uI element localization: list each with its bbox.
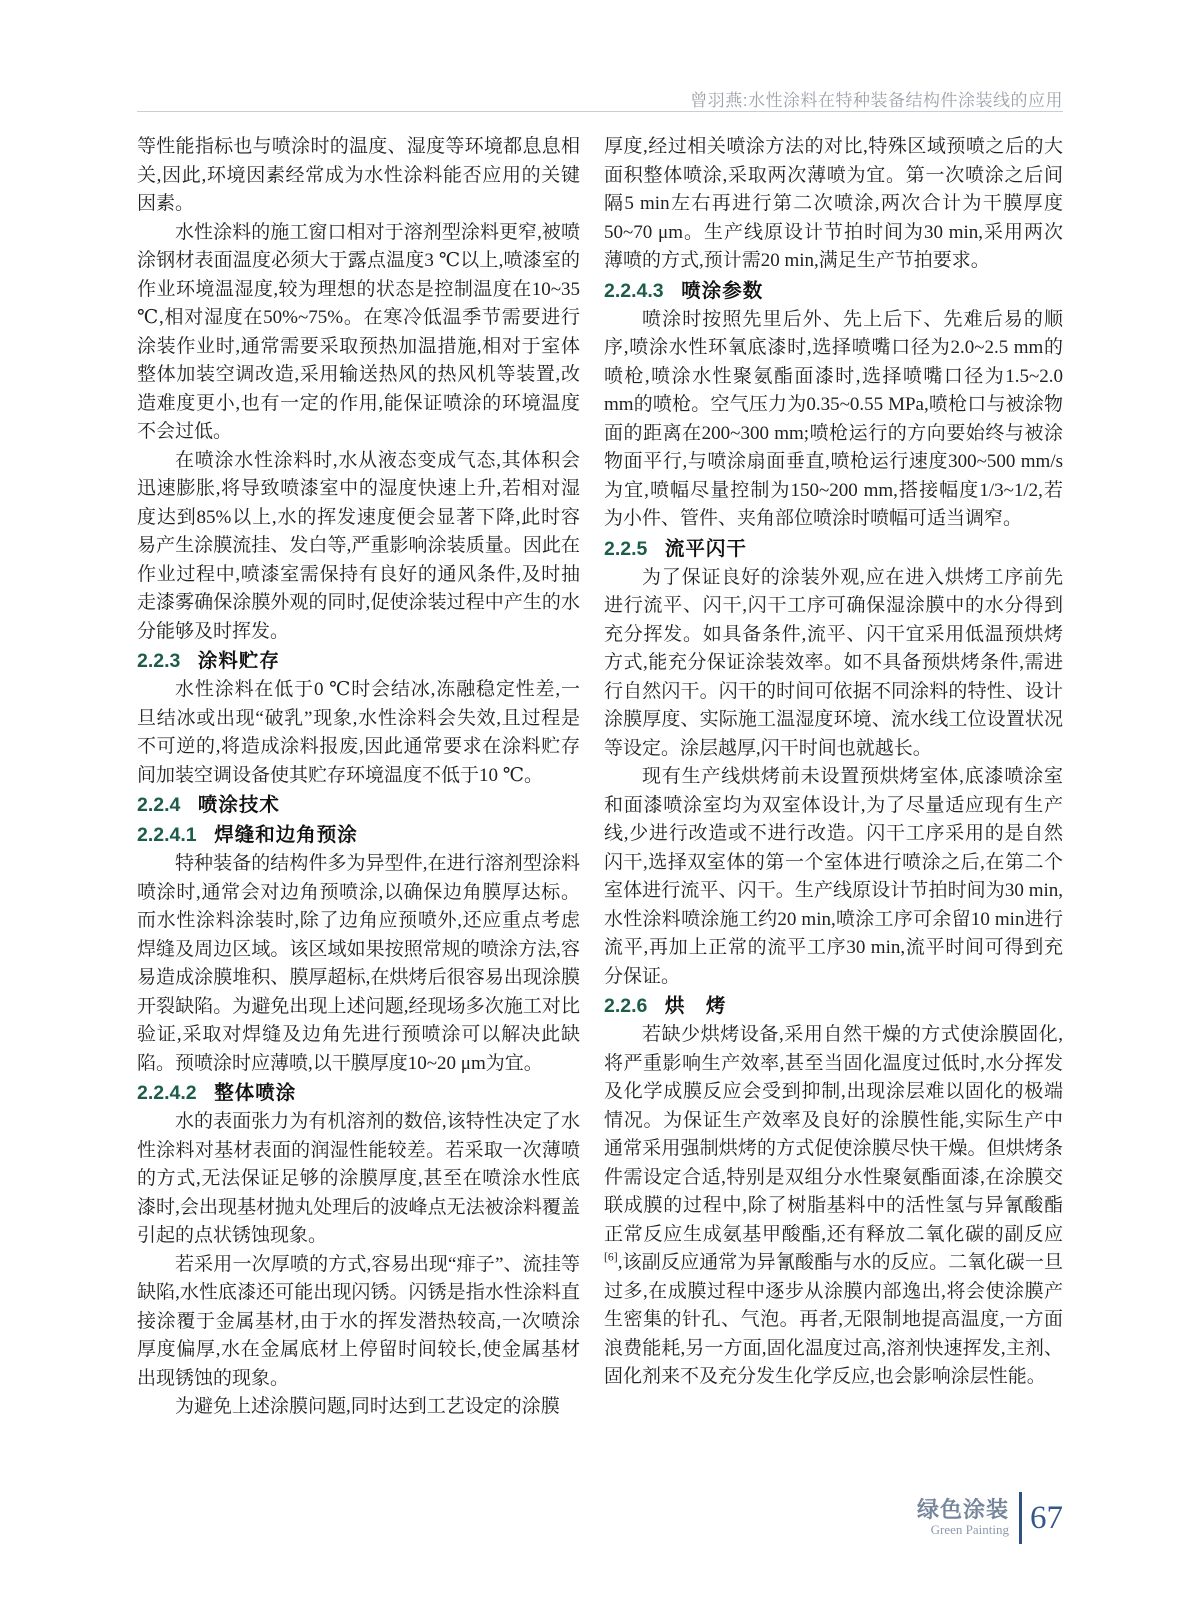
paragraph: 为了保证良好的涂装外观,应在进入烘烤工序前先进行流平、闪干,闪干工序可确保湿涂膜中的水分得到充分挥发。如具备条件,流平、闪干宜采用低温预烘烤方式,能充分保证涂装效率。如不具备预烘烤条件,需进行自然闪干。闪干的时间可依据不同涂料的特性、设计涂膜厚度、实际施工温湿度环境、流水线工位设置状况等设定。涂层越厚,闪干时间也就越长。 xyxy=(604,566,1063,759)
heading-title: 烘 烤 xyxy=(664,995,727,1017)
paragraph: 特种装备的结构件多为异型件,在进行溶剂型涂料喷涂时,通常会对边角预喷涂,以确保边角膜厚达标。而水性涂料涂装时,除了边角应预喷外,还应重点考虑焊缝及周边区域。该区域如果按照常规的喷涂方法,容易造成涂膜堆积、膜厚超标,在烘烤后很容易出现涂膜开裂缺陷。为避免出现上述问题,经现场多次施工对比验证,采取对焊缝及边角先进行预喷涂可以解决此缺陷。预喷涂时应薄喷,以干膜厚度10~20 μm为宜。 xyxy=(137,853,580,1074)
paragraph: 水的表面张力为有机溶剂的数倍,该特性决定了水性涂料对基材表面的润湿性能较差。若采取一次薄喷的方式,无法保证足够的涂膜厚度,甚至在喷涂水性底漆时,会出现基材抛丸处理后的波峰点无法被涂料覆盖引起的点状锈蚀现象。 xyxy=(137,1111,580,1246)
section-heading-2-2-4-2 xyxy=(137,1078,580,1108)
right-column xyxy=(604,133,1063,1422)
running-header xyxy=(690,86,1063,111)
heading-title: 整体喷涂 xyxy=(214,1082,297,1104)
paragraph-text: 若缺少烘烤设备,采用自然干燥的方式使涂膜固化,将严重影响生产效率,甚至当固化温度过低时,水分挥发及化学成膜反应会受到抑制,出现涂层难以固化的极端情况。为保证生产效率及良好的涂膜性能,实际生产中通常采用强制烘烤的方式促使涂膜尽快干燥。但烘烤条件需设定合适,特别是双组分水性聚氨酯面漆,在涂膜交联成膜的过程中,除了树脂基料中的活性氢与异氰酸酯正常反应生成氨基甲酸酯,还有释放二氧化碳的副反应 xyxy=(604,1024,1063,1245)
heading-number: 2.2.6 xyxy=(604,995,648,1017)
heading-title: 流平闪干 xyxy=(664,537,747,560)
heading-number: 2.2.5 xyxy=(604,537,648,560)
paragraph: 水性涂料的施工窗口相对于溶剂型涂料更窄,被喷涂钢材表面温度必须大于露点温度3 ℃以上,喷漆室的作业环境温湿度,较为理想的状态是控制温度在10~35 ℃,相对湿度在50%~75%。在寒冷低温季节需要进行涂装作业时,通常需要采取预热加温措施,相对于室体整体加装空调改造,采用输送热风的热风机等装置,改造难度更小,也有一定的作用,能保证喷涂的环境温度不会过低。 xyxy=(137,221,580,442)
heading-title: 涂料贮存 xyxy=(197,650,280,672)
citation-ref-6: [6] xyxy=(604,1250,618,1264)
heading-number: 2.2.4.1 xyxy=(137,824,197,846)
paragraph: 水性涂料在低于0 ℃时会结冰,冻融稳定性差,一旦结冰或出现“破乳”现象,水性涂料会失效,且过程是不可逆的,将造成涂料报废,因此通常要求在涂料贮存间加装空调设备使其贮存环境温度不低于10 ℃。 xyxy=(137,679,580,786)
running-title: 曾羽燕:水性涂料在特种装备结构件涂装线的应用 xyxy=(690,91,1063,110)
journal-name-cn: 绿色涂装 xyxy=(916,1497,1009,1522)
heading-title: 喷涂技术 xyxy=(197,794,280,816)
paragraph: 若采用一次厚喷的方式,容易出现“痱子”、流挂等缺陷,水性底漆还可能出现闪锈。闪锈是指水性涂料直接涂覆于金属基材,由于水的挥发潜热较高,一次喷涂厚度偏厚,水在金属底材上停留时间较长,使金属基材出现锈蚀的现象。 xyxy=(137,1253,580,1389)
section-heading-2-2-3 xyxy=(137,646,580,676)
heading-number: 2.2.4 xyxy=(137,794,181,816)
paragraph: 在喷涂水性涂料时,水从液态变成气态,其体积会迅速膨胀,将导致喷漆室中的湿度快速上升,若相对湿度达到85%以上,水的挥发速度便会显著下降,此时容易产生涂膜流挂、发白等,严重影响涂装质量。因此在作业过程中,喷漆室需保持有良好的通风条件,及时抽走漆雾确保涂膜外观的同时,促使涂装过程中产生的水分能够及时挥发。 xyxy=(137,449,580,642)
page-number: 67 xyxy=(1030,1500,1063,1536)
heading-title: 焊缝和边角预涂 xyxy=(214,824,358,846)
article-body xyxy=(137,133,1063,1422)
section-heading-2-2-6 xyxy=(604,991,1063,1021)
heading-number: 2.2.3 xyxy=(137,650,181,672)
heading-title: 喷涂参数 xyxy=(681,279,764,302)
section-heading-2-2-4-3 xyxy=(604,276,1063,306)
section-heading-2-2-4-1 xyxy=(137,820,580,850)
heading-number: 2.2.4.3 xyxy=(604,279,664,302)
paragraph: 厚度,经过相关喷涂方法的对比,特殊区域预喷之后的大面积整体喷涂,采取两次薄喷为宜。第一次喷涂之后间隔5 min左右再进行第二次喷涂,两次合计为干膜厚度50~70 μm。生产线原设计节拍时间为30 min,采用两次薄喷的方式,预计需20 min,满足生产节拍要求。 xyxy=(604,136,1063,271)
paragraph-text: ,该副反应通常为异氰酸酯与水的反应。二氧化碳一旦过多,在成膜过程中逐步从涂膜内部逸出,将会使涂膜产生密集的针孔、气泡。再者,无限制地提高温度,一方面浪费能耗,另一方面,固化温度过高,溶剂快速挥发,主剂、固化剂来不及充分发生化学反应,也会影响涂层性能。 xyxy=(604,1252,1063,1387)
header-rule xyxy=(137,111,1063,112)
section-heading-2-2-5 xyxy=(604,534,1063,564)
paragraph: 为避免上述涂膜问题,同时达到工艺设定的涂膜 xyxy=(175,1396,560,1417)
journal-names xyxy=(917,1498,1009,1538)
paragraph: 喷涂时按照先里后外、先上后下、先难后易的顺序,喷涂水性环氧底漆时,选择喷嘴口径为2.0~2.5 mm的喷枪,喷涂水性聚氨酯面漆时,选择喷嘴口径为1.5~2.0 mm的喷枪。空气压力为0.35~0.55 MPa,喷枪口与被涂物面的距离在200~300 mm;喷枪运行的方向要始终与被涂物面平行,与喷涂扇面垂直,喷枪运行速度300~500 mm/s为宜,喷幅尽量控制为150~200 mm,搭接幅度1/3~1/2,若为小件、管件、夹角部位喷涂时喷幅可适当调窄。 xyxy=(604,308,1063,529)
paragraph xyxy=(604,1021,1063,1392)
journal-name-en: Green Painting xyxy=(930,1522,1009,1537)
footer-divider xyxy=(1019,1492,1022,1544)
section-heading-2-2-4 xyxy=(137,790,580,820)
left-column xyxy=(137,133,580,1422)
heading-number: 2.2.4.2 xyxy=(137,1082,197,1104)
journal-footer xyxy=(917,1492,1063,1544)
paragraph: 现有生产线烘烤前未设置预烘烤室体,底漆喷涂室和面漆喷涂室均为双室体设计,为了尽量适应现有生产线,少进行改造或不进行改造。闪干工序采用的是自然闪干,选择双室体的第一个室体进行喷涂之后,在第二个室体进行流平、闪干。生产线原设计节拍时间为30 min,水性涂料喷涂施工约20 min,喷涂工序可余留10 min进行流平,再加上正常的流平工序30 min,流平时间可得到充分保证。 xyxy=(604,766,1063,987)
paragraph: 等性能指标也与喷涂时的温度、湿度等环境都息息相关,因此,环境因素经常成为水性涂料能否应用的关键因素。 xyxy=(137,136,580,214)
